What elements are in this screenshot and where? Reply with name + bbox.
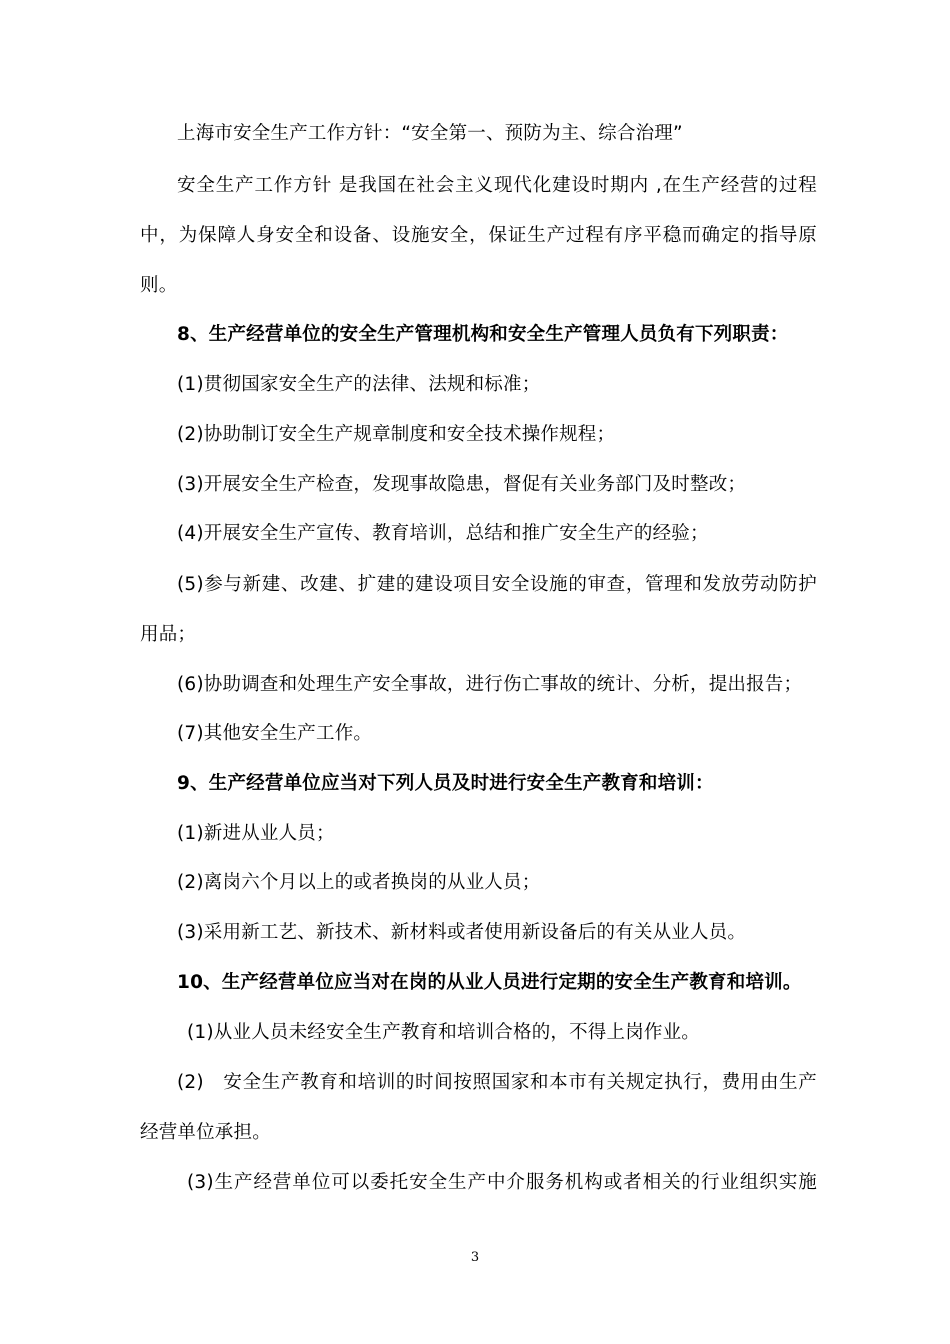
list-item: (5)参与新建、改建、扩建的建设项目安全设施的审查，管理和发放劳动防护 bbox=[177, 574, 817, 595]
paragraph-line: 则。 bbox=[140, 275, 178, 296]
list-item: (3)采用新工艺、新技术、新材料或者使用新设备后的有关从业人员。 bbox=[177, 922, 747, 943]
section-heading: 8、生产经营单位的安全生产管理机构和安全生产管理人员负有下列职责： bbox=[177, 324, 789, 345]
paragraph-line: 安全生产工作方针 是我国在社会主义现代化建设时期内 ,在生产经营的过程 bbox=[177, 175, 817, 196]
list-item: (7)其他安全生产工作。 bbox=[177, 723, 373, 744]
list-item: (3)生产经营单位可以委托安全生产中介服务机构或者相关的行业组织实施 bbox=[187, 1172, 817, 1193]
list-item: (2)协助制订安全生产规章制度和安全技术操作规程； bbox=[177, 424, 616, 445]
list-item: (3)开展安全生产检查，发现事故隐患，督促有关业务部门及时整改； bbox=[177, 474, 747, 495]
page-number: 3 bbox=[470, 1250, 480, 1265]
list-item: (2)离岗六个月以上的或者换岗的从业人员； bbox=[177, 872, 541, 893]
list-item: 经营单位承担。 bbox=[140, 1122, 271, 1143]
section-heading: 9、生产经营单位应当对下列人员及时进行安全生产教育和培训： bbox=[177, 773, 714, 794]
list-item: 用品； bbox=[140, 624, 197, 645]
list-item: (6)协助调查和处理生产安全事故，进行伤亡事故的统计、分析，提出报告； bbox=[177, 674, 803, 695]
list-item: (4)开展安全生产宣传、教育培训，总结和推广安全生产的经验； bbox=[177, 523, 709, 544]
list-item: (1)从业人员未经安全生产教育和培训合格的，不得上岗作业。 bbox=[187, 1022, 701, 1043]
paragraph-line: 中，为保障人身安全和设备、设施安全，保证生产过程有序平稳而确定的指导原 bbox=[140, 225, 817, 246]
section-heading: 10、生产经营单位应当对在岗的从业人员进行定期的安全生产教育和培训。 bbox=[177, 972, 802, 993]
list-item: (2) 安全生产教育和培训的时间按照国家和本市有关规定执行，费用由生产 bbox=[177, 1072, 817, 1093]
list-item: (1)贯彻国家安全生产的法律、法规和标准； bbox=[177, 374, 541, 395]
list-item: (1)新进从业人员； bbox=[177, 823, 335, 844]
paragraph-line: 上海市安全生产工作方针：“安全第一、预防为主、综合治理” bbox=[177, 123, 683, 144]
